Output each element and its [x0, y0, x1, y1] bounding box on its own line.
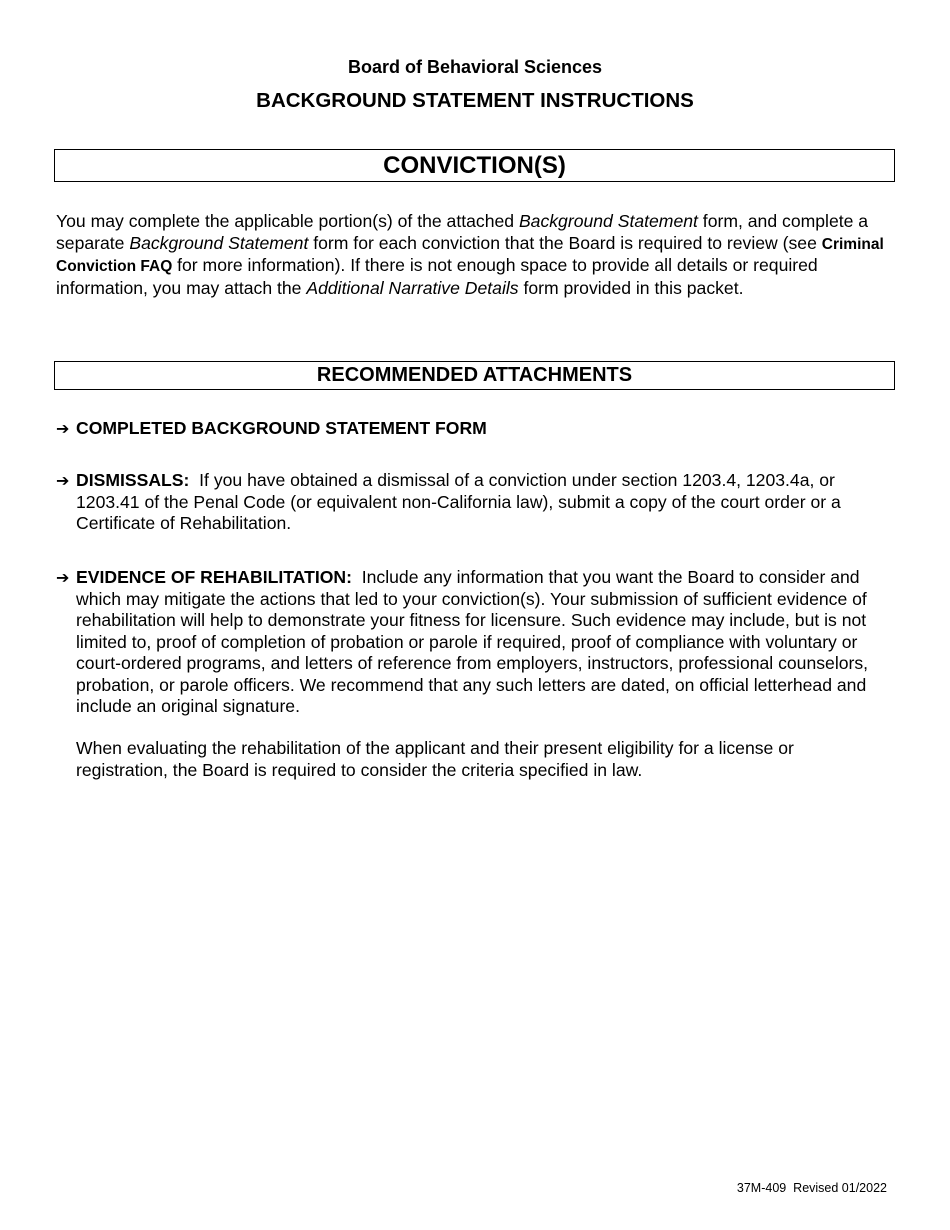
intro-text-4: for more information). If there is not enough space to provide all details or required information, you may attach the — [56, 255, 818, 298]
attachment-item-dismissals — [56, 470, 901, 535]
recommended-attachments-heading: RECOMMENDED ATTACHMENTS — [54, 361, 895, 390]
intro-text-5: form provided in this packet. — [518, 277, 744, 298]
rehabilitation-criteria-note: When evaluating the rehabilitation of the applicant and their present eligibility for a license or registration, the Board is required to consider the criteria specified in law. — [76, 738, 794, 780]
organization-name: Board of Behavioral Sciences — [347, 57, 603, 77]
document-title: BACKGROUND STATEMENT INSTRUCTIONS — [256, 89, 694, 112]
intro-text-3: form for each conviction that the Board is required to review (see — [308, 232, 822, 253]
convictions-instructions — [56, 211, 896, 299]
completed-form-label: COMPLETED BACKGROUND STATEMENT FORM — [76, 418, 487, 438]
arrow-icon: ➔ — [56, 419, 70, 438]
intro-text-1: You may complete the applicable portion(s) of the attached — [56, 211, 519, 231]
attachment-item-evidence-of-rehabilitation — [56, 567, 901, 718]
arrow-icon: ➔ — [56, 568, 70, 587]
intro-italic-1: Background Statement — [518, 211, 698, 231]
attachment-item-completed-form — [56, 418, 901, 440]
dismissals-text: If you have obtained a dismissal of a conviction under section 1203.4, 1203.4a, or 1203.41 of the Penal Code (or equivalent non-California law), submit a copy of the court order or a Certificate of Rehabilitation. — [76, 470, 846, 533]
dismissals-label: DISMISSALS: — [76, 470, 190, 490]
arrow-icon: ➔ — [56, 471, 70, 490]
intro-text-2: form, and complete a separate — [56, 211, 869, 253]
evidence-text: Include any information that you want the Board to consider and which may mitigate the actions that led to your conviction(s). Your submission of sufficient evidence of rehabilitation will help to demonstrate your fitness for licensure. Such evidence may include, but is not limited to, proof of completion of probation or parole if required, proof of compliance with voluntary or court-ordered programs, and letters of reference from employers, instructors, professional counselors, probation, or parole officers. We recommend that any such letters are dated, on official letterhead and include an original signature. — [76, 567, 873, 716]
evidence-label: EVIDENCE OF REHABILITATION: — [76, 567, 352, 587]
criminal-conviction-faq-reference: Criminal Conviction FAQ — [56, 235, 884, 275]
intro-italic-3: Additional Narrative Details — [306, 277, 519, 298]
convictions-heading: CONVICTION(S) — [54, 149, 895, 182]
intro-italic-2: Background Statement — [129, 232, 309, 253]
form-revision-number: 37M-409 Revised 01/2022 — [736, 1181, 887, 1195]
